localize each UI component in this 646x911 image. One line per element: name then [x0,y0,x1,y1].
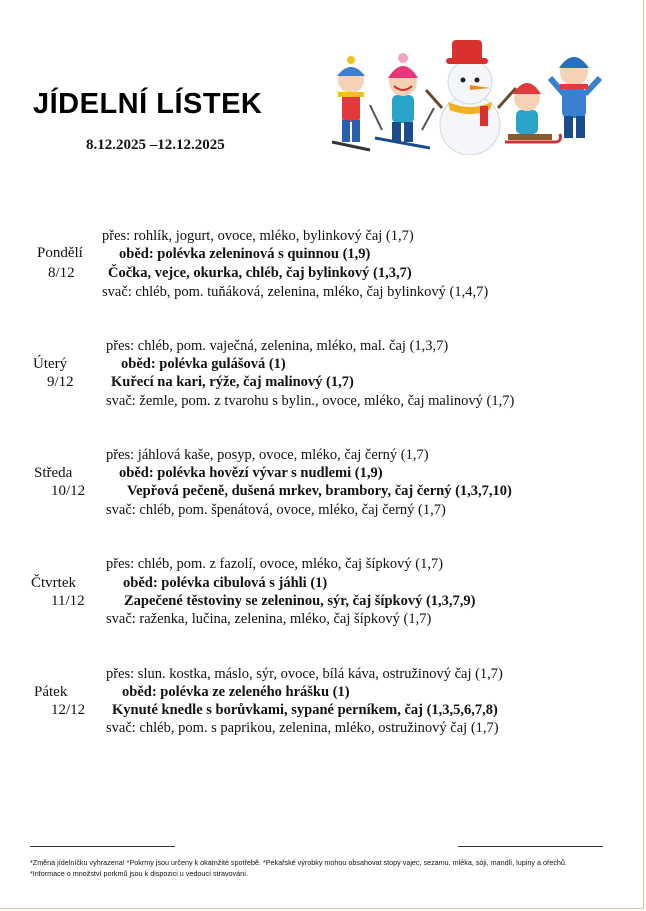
wednesday-breakfast: přes: jáhlová kaše, posyp, ovoce, mléko, čaj černý (1,7) [106,447,429,463]
tuesday-breakfast: přes: chléb, pom. vaječná, zelenina, mléko, mal. čaj (1,3,7) [106,338,449,354]
wednesday-lunch-main: Vepřová pečeně, dušená mrkev, brambory, čaj černý (1,3,7,10) [127,483,512,499]
friday-snack: svač: chléb, pom. s paprikou, zelenina, mléko, ostružinový čaj (1,7) [106,720,499,736]
thursday-lunch-soup: oběd: polévka cibulová s jáhli (1) [123,575,328,591]
friday-lunch-soup: oběd: polévka ze zeleného hrášku (1) [122,684,350,700]
friday-lunch-main: Kynuté knedle s borůvkami, sypané perníkem, čaj (1,3,5,6,7,8) [112,702,498,718]
wednesday-name: Středa [34,465,73,481]
monday-name: Pondělí [37,245,83,261]
snowman [426,40,516,155]
wednesday-lunch-soup: oběd: polévka hovězí vývar s nudlemi (1,9) [119,465,383,481]
tuesday-lunch-main: Kuřecí na kari, rýže, čaj malinový (1,7) [111,374,354,390]
winter-kids-snowman-illustration [330,30,630,155]
footnote-allergens: *Změna jídelníčku vyhrazena! *Pokrmy jsou určeny k okamžité spotřebě. *Pekařské výrobky mohou obsahovat stopy vajec, sezamu, mléka, sóji, mandlí, lupiny a ořechů. [30,858,567,867]
date-range: 8.12.2025 –12.12.2025 [86,137,225,153]
wednesday-snack: svač: chléb, pom. špenátová, ovoce, mléko, čaj černý (1,7) [106,502,446,518]
friday-name: Pátek [34,684,68,700]
page-border-bottom [0,908,644,909]
kid-skier-1 [332,56,370,150]
monday-date: 8/12 [48,265,75,281]
wednesday-date: 10/12 [51,483,86,499]
friday-date: 12/12 [51,702,86,718]
page-border-right [643,0,644,908]
tuesday-name: Úterý [33,356,68,372]
thursday-snack: svač: raženka, lučina, zelenina, mléko, čaj šípkový (1,7) [106,611,432,627]
thursday-lunch-main: Zapečené těstoviny se zeleninou, sýr, čaj šípkový (1,3,7,9) [124,593,476,609]
footnote-portions: *Informace o množství porkmů jsou k dispozici u vedoucí stravování. [30,869,249,878]
signature-line-left [30,846,175,847]
monday-lunch-main: Čočka, vejce, okurka, chléb, čaj bylinkový (1,3,7) [108,265,412,281]
thursday-name: Čtvrtek [31,575,76,591]
tuesday-snack: svač: žemle, pom. z tvarohu s bylin., ovoce, mléko, čaj malinový (1,7) [106,393,515,409]
kid-jumping [550,57,600,138]
thursday-date: 11/12 [51,593,85,609]
friday-breakfast: přes: slun. kostka, máslo, sýr, ovoce, bílá káva, ostružinový čaj (1,7) [106,666,503,682]
monday-breakfast: přes: rohlík, jogurt, ovoce, mléko, bylinkový čaj (1,7) [102,228,414,244]
monday-lunch-soup: oběd: polévka zeleninová s quinnou (1,9) [119,246,371,262]
signature-line-right [458,846,603,847]
tuesday-lunch-soup: oběd: polévka gulášová (1) [121,356,286,372]
thursday-breakfast: přes: chléb, pom. z fazolí, ovoce, mléko, čaj šípkový (1,7) [106,556,444,572]
tuesday-date: 9/12 [47,374,74,390]
kid-skier-2 [370,53,434,148]
monday-snack: svač: chléb, pom. tuňáková, zelenina, mléko, čaj bylinkový (1,4,7) [102,284,489,300]
page-title: JÍDELNÍ LÍSTEK [33,88,263,120]
